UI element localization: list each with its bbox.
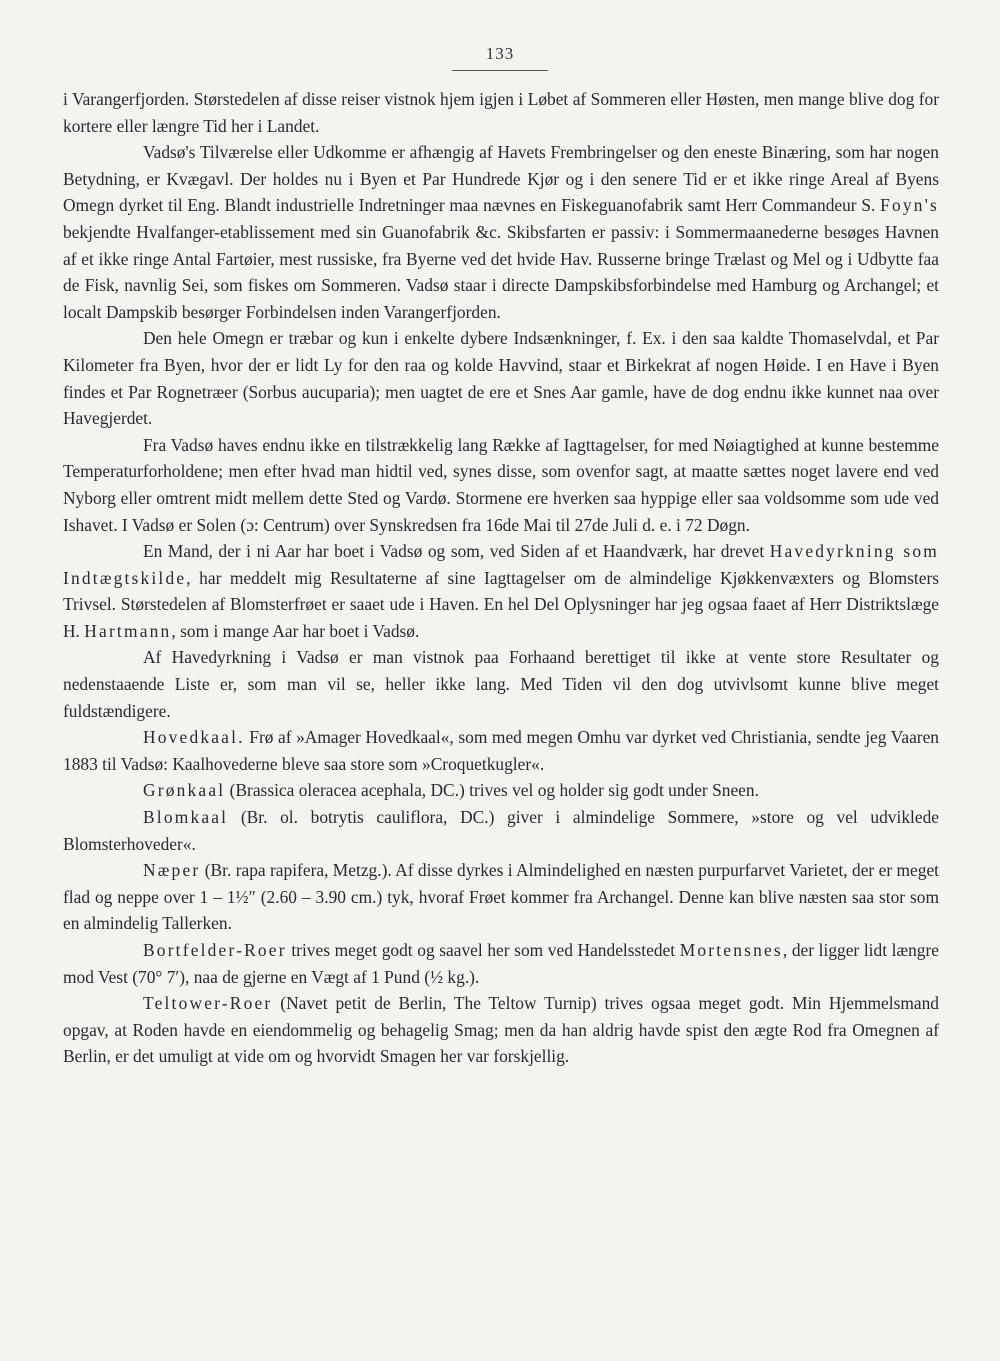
spaced-term: Grønkaal — [143, 780, 226, 801]
text-run: , som i mange Aar har boet i Vadsø. — [171, 620, 420, 641]
paragraph — [63, 139, 939, 325]
spaced-term: Teltower-Roer — [143, 993, 273, 1014]
paragraph — [63, 432, 939, 538]
text-run: (Brassica oleracea acephala, DC.) trives vel og holder sig godt under Sneen. — [225, 780, 759, 801]
spaced-term: Næper — [143, 860, 201, 881]
page-number-rule — [452, 70, 548, 71]
body-text — [63, 86, 939, 1070]
text-run: (Navet petit de Berlin, The Teltow Turnip) trives ogsaa meget godt. Min Hjemmelsmand opgav, at Roden havde en eiendommelig og behagelig Smag; men da han aldrig havde spist den ægte Rod fra Omegnen af Berlin, er det umuligt at vide om og hvorvidt Smagen her var forskjellig. — [63, 993, 939, 1067]
spaced-term: Hovedkaal. — [143, 727, 245, 748]
paragraph — [63, 777, 939, 804]
text-run: Den hele Omegn er træbar og kun i enkelte dybere Indsænkninger, f. Ex. i den saa kaldte Thomaselvdal, et Par Kilometer fra Byen, hvor der er lidt Ly for den raa og kolde Havvind, staar et Birkekrat af nogen Høide. I en Have i Byen findes et Par Rognetræer (Sorbus aucuparia); men uagtet de ere et Snes Aar gamle, have de dog endnu ikke kunnet naa over Havegjerdet. — [63, 328, 939, 429]
text-run: Frø af »Amager Hovedkaal«, som med megen Omhu var dyrket ved Christiania, sendte jeg Vaaren 1883 til Vadsø: Kaalhovederne bleve saa store som »Croquetkugler«. — [63, 727, 939, 774]
text-run: i Varangerfjorden. Størstedelen af disse reiser vistnok hjem igjen i Løbet af Sommeren eller Høsten, men mange blive dog for kortere eller længre Tid her i Landet. — [63, 89, 939, 136]
spaced-term: Hartmann — [84, 620, 172, 641]
text-run: (Br. ol. botrytis cauliflora, DC.) giver i almindelige Sommere, »store og vel udviklede Blomsterhoveder«. — [63, 807, 939, 854]
paragraph — [63, 990, 939, 1070]
text-run: , har meddelt mig Resultaterne af sine Iagttagelser om de almindelige Kjøkkenvæxters og Blomsters Trivsel. Størstedelen af Blomsterfrøet er saaet ude i Haven. En hel Del Oplysninger har jeg ogsaa faaet af Herr Distriktslæge H. — [63, 567, 939, 641]
spaced-term: Blomkaal — [143, 807, 229, 828]
paragraph — [63, 724, 939, 777]
paragraph — [63, 325, 939, 431]
paragraph — [63, 538, 939, 644]
paragraph — [63, 644, 939, 724]
text-run: , der ligger lidt længre mod Vest (70° 7′), naa de gjerne en Vægt af 1 Pund (½ kg.). — [63, 940, 939, 987]
spaced-term: Havedyrkning som Indtægtskilde — [63, 541, 940, 588]
text-run: Fra Vadsø haves endnu ikke en tilstrækkelig lang Række af Iagttagelser, for med Nøiagtighed at kunne bestemme Temperaturforholdene; men efter hvad man hidtil ved, synes disse, som ovenfor sagt, at maatte sættes noget lavere end ved Nyborg eller omtrent midt mellem dette Sted og Vardø. Stormene ere hverken saa hyppige eller saa voldsomme som ude ved Ishavet. I Vadsø er Solen (ɔ: Centrum) over Synskredsen fra 16de Mai til 27de Juli d. e. i 72 Døgn. — [63, 434, 939, 535]
spaced-term: Bortfelder-Roer — [143, 940, 287, 960]
paragraph — [63, 804, 939, 857]
spaced-term: Foyn's — [880, 195, 939, 216]
text-run: trives meget godt og saavel her som ved Handelsstedet — [286, 940, 680, 960]
spaced-term: Mortensnes — [679, 940, 783, 960]
text-run: Af Havedyrkning i Vadsø er man vistnok paa Forhaand berettiget til ikke at vente store Resultater og nedenstaaende Liste er, som man vil se, heller ikke lang. Med Tiden vil den dog utvivlsomt kunne blive meget fuldstændigere. — [63, 647, 939, 721]
text-run: Vadsø's Tilværelse eller Udkomme er afhængig af Havets Frembringelser og den eneste Binæring, som har nogen Betydning, er Kvægavl. Der holdes nu i Byen et Par Hundrede Kjør og i den senere Tid er et ikke ringe Areal af Byens Omegn dyrket til Eng. Blandt industrielle Indretninger maa nævnes en Fiskeguanofabrik samt Herr Commandeur S. — [63, 142, 939, 216]
paragraph — [63, 86, 939, 139]
text-run: En Mand, der i ni Aar har boet i Vadsø og som, ved Siden af et Haandværk, har drevet — [143, 541, 770, 562]
paragraph — [63, 937, 939, 990]
text-run: (Br. rapa rapifera, Metzg.). Af disse dyrkes i Almindelighed en næsten purpurfarvet Varietet, der er meget flad og neppe over 1 – 1½″ (2.60 – 3.90 cm.) tyk, hvoraf Frøet kommer fra Archangel. Denne kan blive næsten saa stor som en almindelig Tallerken. — [63, 860, 939, 934]
page-number: 133 — [485, 44, 515, 63]
paragraph — [63, 857, 939, 937]
text-run: bekjendte Hvalfanger-etablissement med sin Guanofabrik &c. Skibsfarten er passiv: i Sommermaanederne besøges Havnen af et ikke ringe Antal Fartøier, mest russiske, fra Byerne ved det hvide Hav. Russerne bringe Trælast og Mel og i Udbytte faa de Fisk, navnlig Sei, som fiskes om Sommeren. Vadsø staar i directe Dampskibsforbindelse med Hamburg og Archangel; et localt Dampskib besørger Forbindelsen inden Varangerfjorden. — [63, 221, 939, 322]
